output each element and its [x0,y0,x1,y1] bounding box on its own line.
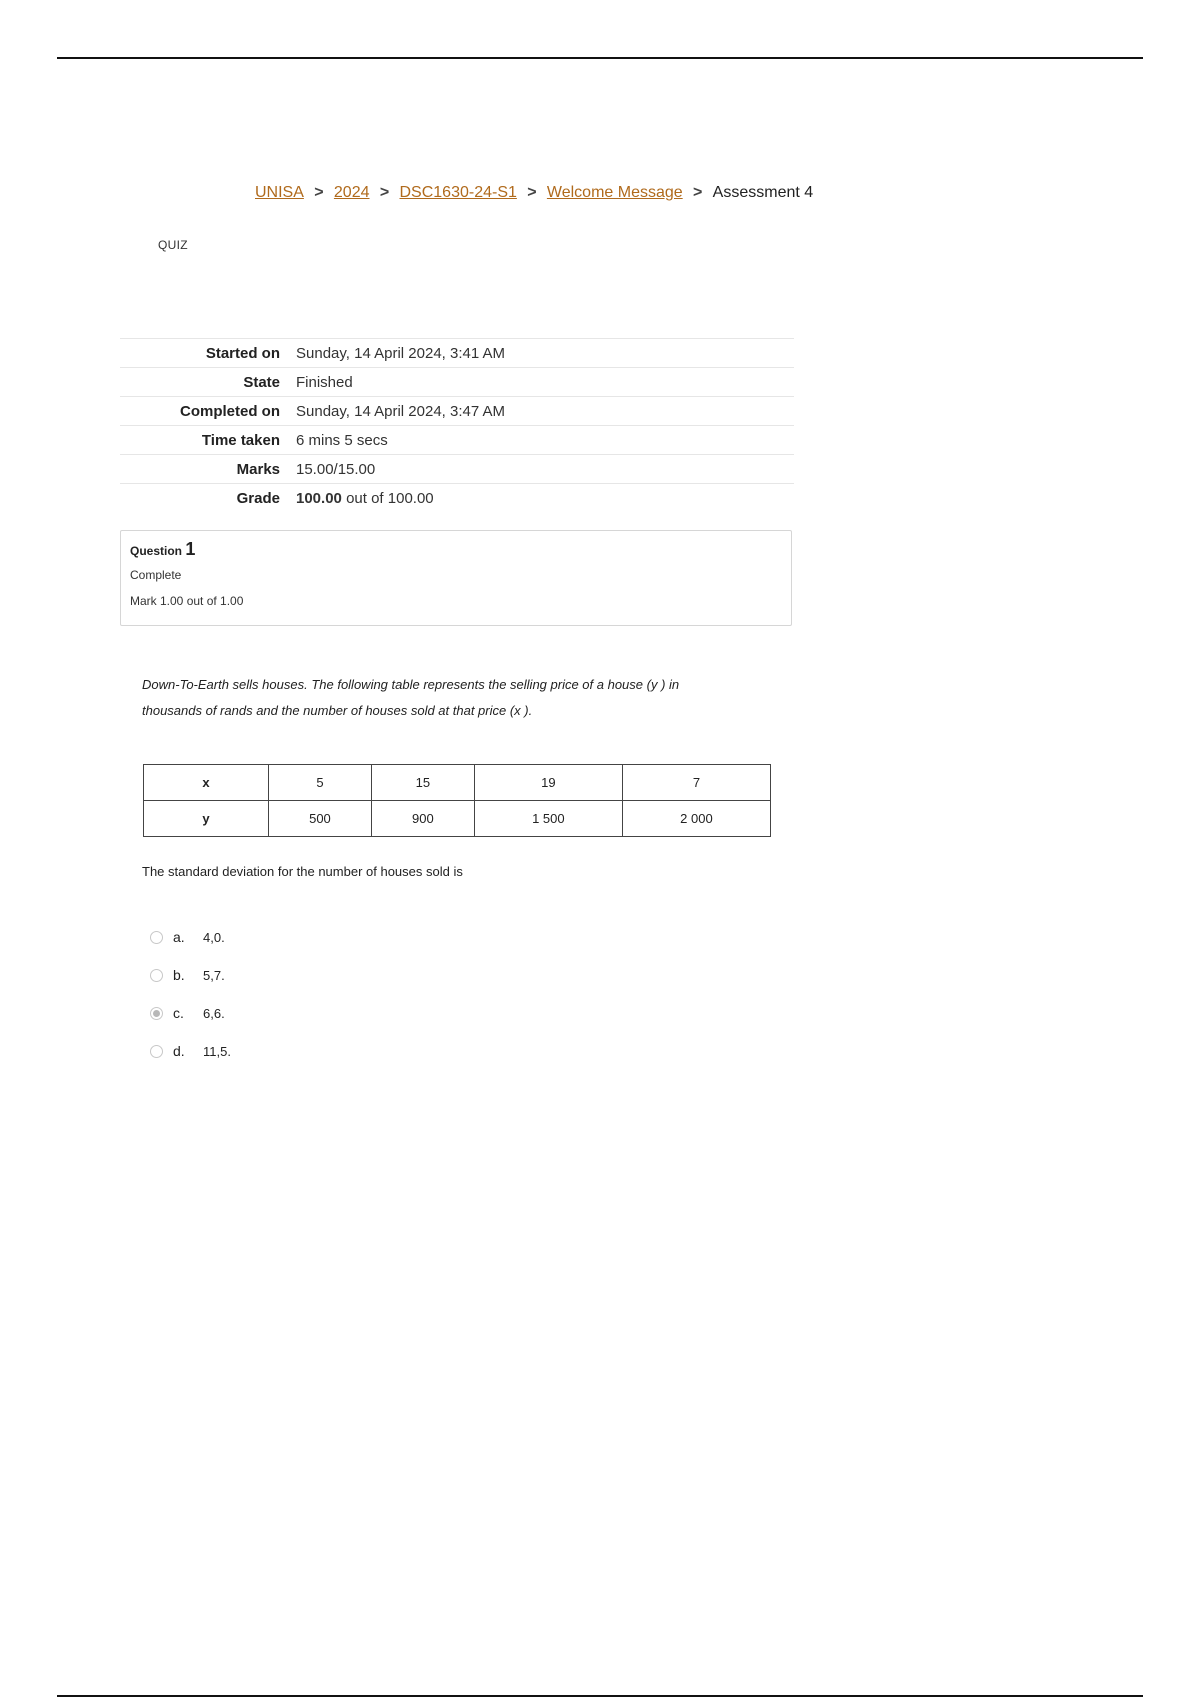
summary-label: Time taken [201,431,280,449]
top-divider [57,57,1143,59]
chevron-right-icon: > [379,184,390,201]
table-cell: 5 [269,765,372,801]
radio-button-selected[interactable] [150,1007,163,1020]
summary-row [120,368,794,397]
table-row-y [144,801,771,837]
question-number: 1 [185,539,196,559]
summary-value: 15.00/15.00 [296,460,376,478]
summary-value: Sunday, 14 April 2024, 3:41 AM [296,344,506,362]
summary-row-grade [120,484,794,513]
question-info-box [120,530,792,626]
table-cell: 1 500 [474,801,622,837]
option-text: 11,5. [203,1043,231,1059]
radio-button[interactable] [150,969,163,982]
grade-value [296,484,794,513]
question-data-table [143,764,771,837]
table-cell: 900 [371,801,474,837]
answer-option-d[interactable] [150,1032,231,1070]
chevron-right-icon: > [693,184,703,201]
question-text-line: Down-To-Earth sells houses. The following table represents the selling price of a house (y ) in [142,677,680,692]
summary-row [120,426,794,455]
table-cell: 500 [269,801,372,837]
summary-value: Finished [296,373,353,391]
summary-row [120,397,794,426]
breadcrumb-link-welcome[interactable]: Welcome Message [546,184,683,201]
summary-value: Sunday, 14 April 2024, 3:47 AM [296,402,506,420]
table-cell: 7 [622,765,770,801]
summary-row [120,339,794,368]
option-letter: b. [173,967,185,983]
summary-label: State [243,373,280,391]
option-text: 6,6. [203,1005,225,1021]
section-label: QUIZ [158,238,188,252]
question-title-label: Question [130,544,183,558]
table-cell: 15 [371,765,474,801]
answer-option-c[interactable] [150,994,231,1032]
breadcrumb [255,184,813,202]
breadcrumb-link-year[interactable]: 2024 [333,184,370,201]
question-state: Complete [130,568,182,582]
answer-option-a[interactable] [150,918,231,956]
summary-label: Completed on [180,402,280,420]
answer-option-b[interactable] [150,956,231,994]
table-cell: 19 [474,765,622,801]
question-mark: Mark 1.00 out of 1.00 [130,594,244,608]
bottom-divider [57,1695,1143,1697]
grade-suffix: out of 100.00 [346,489,434,507]
answer-options [150,918,231,1070]
summary-row [120,455,794,484]
table-cell: 2 000 [622,801,770,837]
question-text [142,672,782,724]
question-text-line: thousands of rands and the number of houses sold at that price (x ). [142,703,533,718]
chevron-right-icon: > [314,184,324,201]
table-row-x [144,765,771,801]
option-letter: a. [173,929,185,945]
option-letter: c. [173,1005,184,1021]
grade-label: Grade [236,489,280,507]
attempt-summary-table [120,338,794,512]
radio-button[interactable] [150,931,163,944]
summary-label: Started on [205,344,280,362]
breadcrumb-link-unisa[interactable]: UNISA [255,184,304,201]
option-text: 4,0. [203,929,225,945]
chevron-right-icon: > [527,184,537,201]
breadcrumb-link-course[interactable]: DSC1630-24-S1 [399,184,517,201]
question-title [130,539,782,560]
question-prompt: The standard deviation for the number of houses sold is [142,864,463,879]
option-text: 5,7. [203,967,225,983]
table-cell-header: x [144,765,269,801]
table-cell-header: y [144,801,269,837]
summary-value: 6 mins 5 secs [296,431,388,449]
grade-score: 100.00 [296,489,342,507]
breadcrumb-current: Assessment 4 [712,184,814,201]
radio-button[interactable] [150,1045,163,1058]
option-letter: d. [173,1043,185,1059]
summary-label: Marks [236,460,280,478]
